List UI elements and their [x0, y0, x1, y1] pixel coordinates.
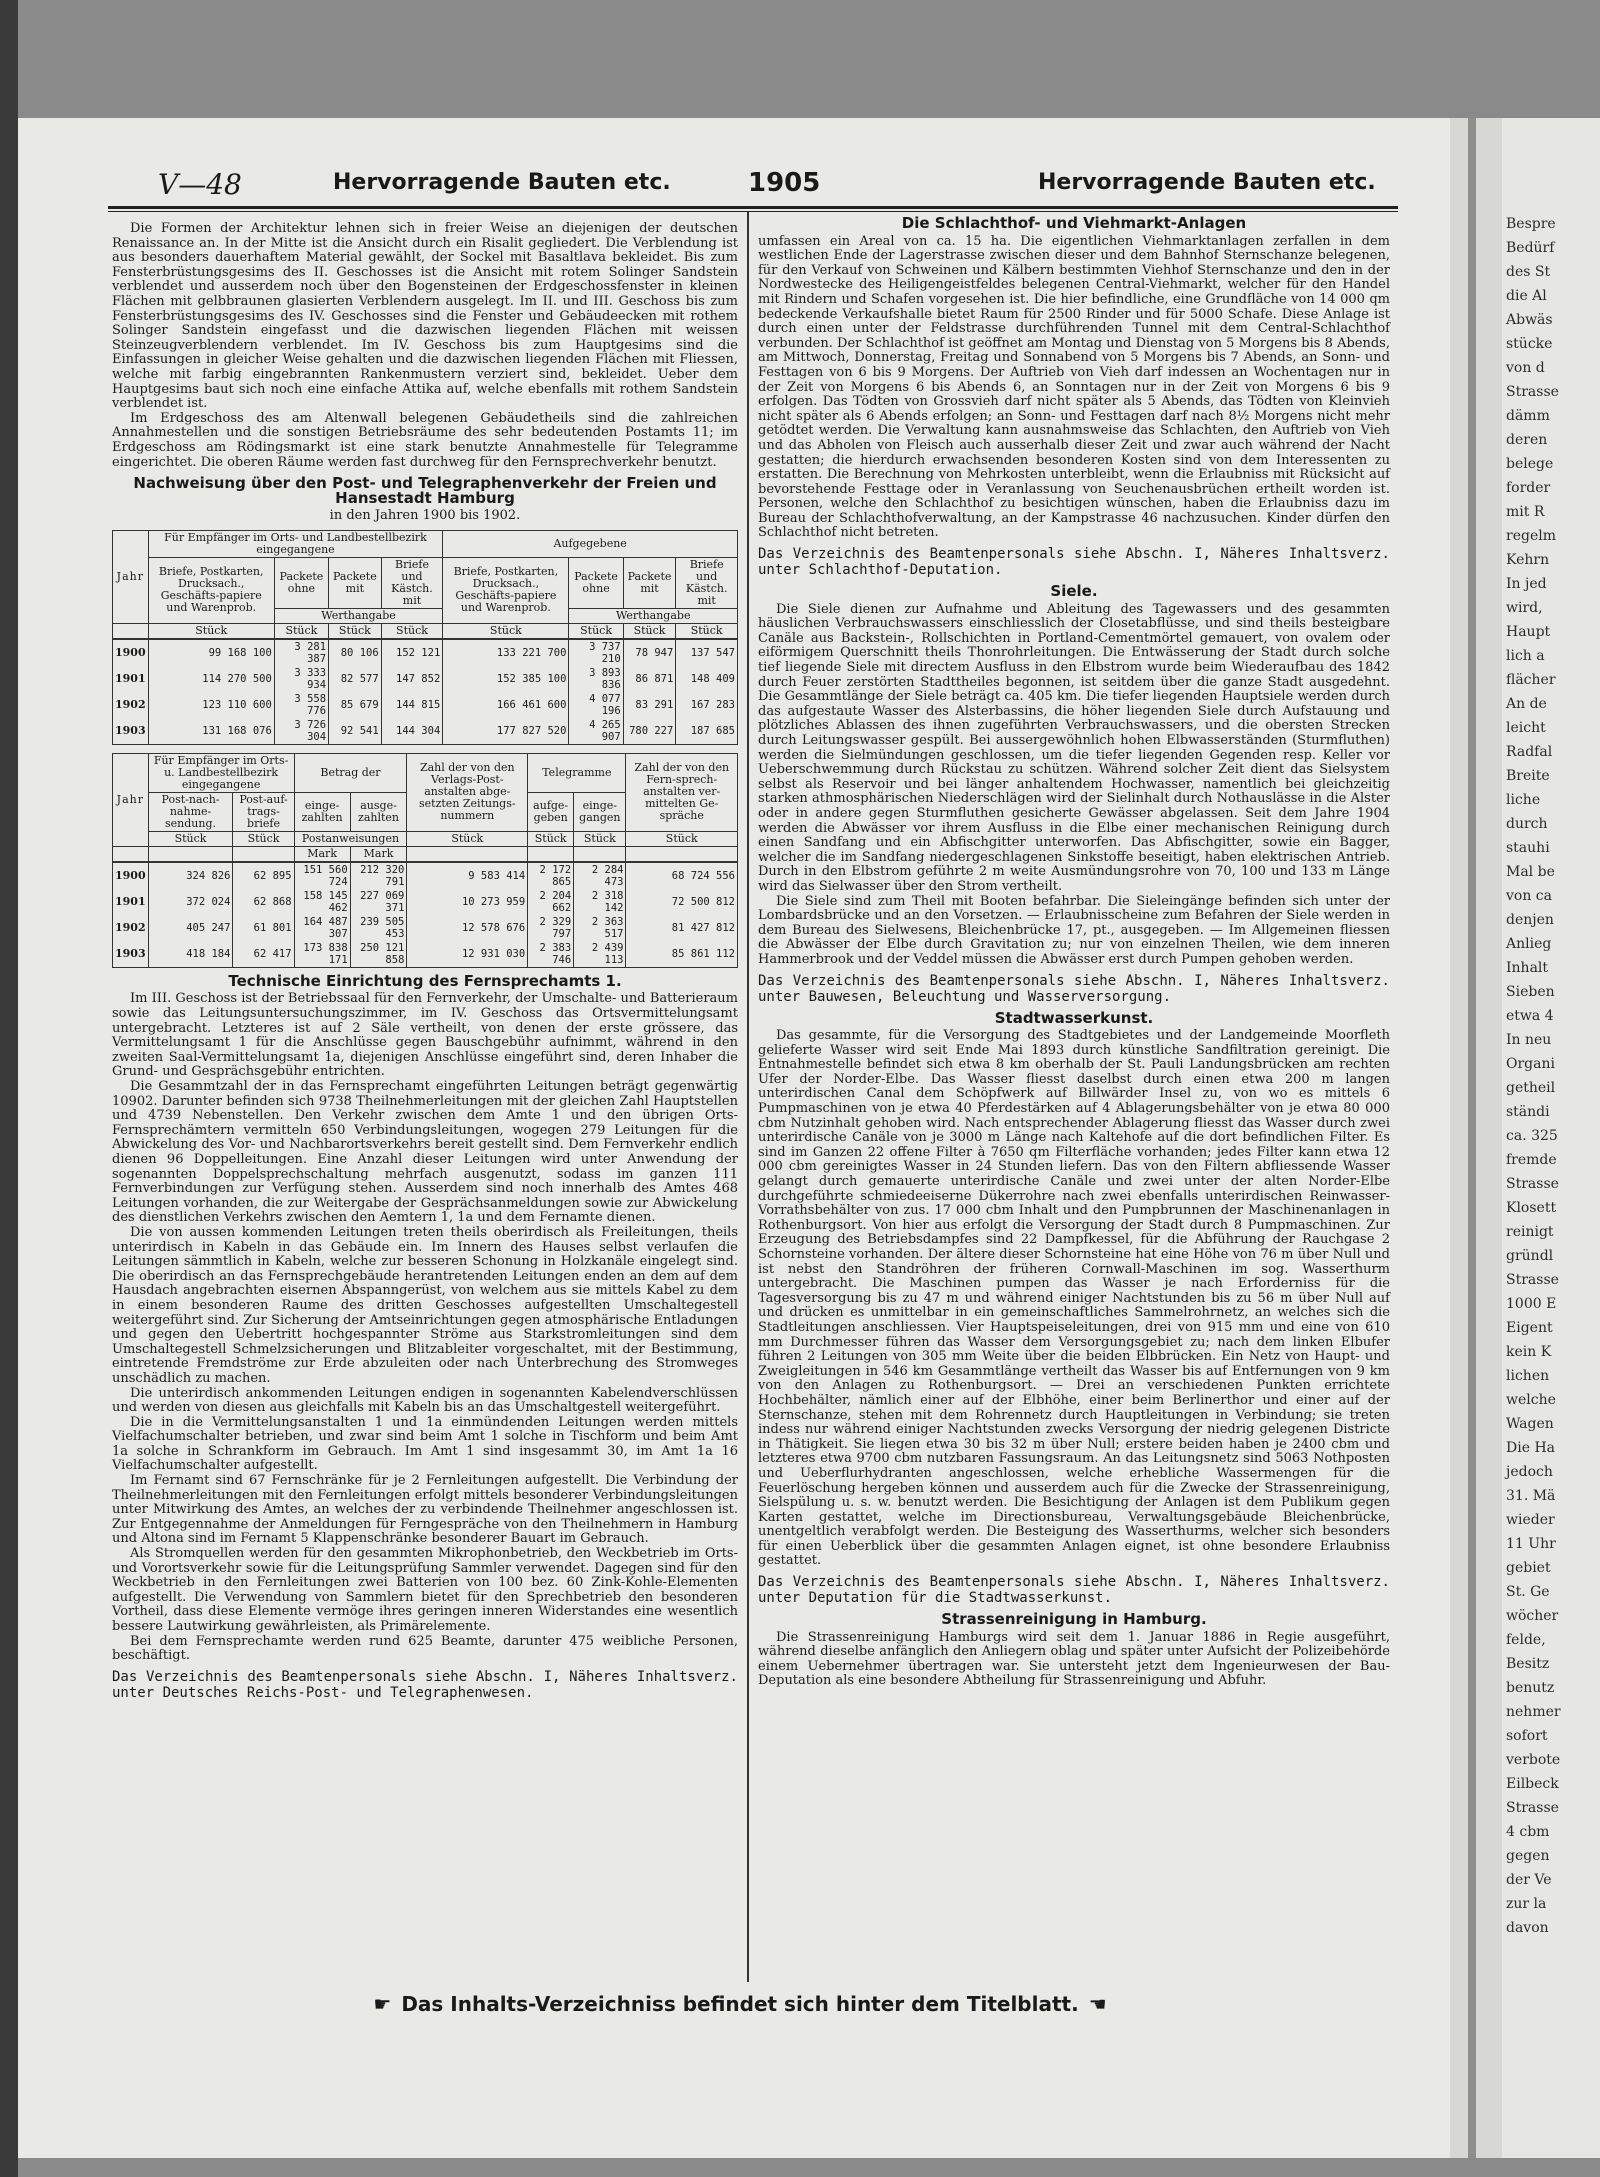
adjacent-page-fragment: etwa 4 [1506, 1008, 1554, 1024]
adjacent-page-fragment: belege [1506, 456, 1554, 472]
adjacent-page-fragment: lich a [1506, 648, 1545, 664]
value-cell: 418 184 [148, 941, 233, 968]
value-cell: 372 024 [148, 889, 233, 915]
unit-cell: Stück [569, 623, 623, 639]
unit-cell: Stück [148, 623, 274, 639]
footer-text: Das Inhalts-Verzeichniss befindet sich hinter dem Titelblatt. [401, 1992, 1079, 2016]
table-row [113, 862, 738, 889]
table-row [113, 692, 738, 718]
table-header-cell: aufge-geben [528, 792, 574, 831]
value-cell: 2 284 473 [574, 862, 626, 889]
value-cell: 92 541 [329, 718, 382, 745]
unit-cell: Stück [381, 623, 443, 639]
value-cell: 86 871 [623, 666, 676, 692]
adjacent-page-fragment: zur la [1506, 1896, 1547, 1912]
adjacent-page-fragment: Organi [1506, 1056, 1555, 1072]
adjacent-page-fragment: Haupt [1506, 624, 1551, 640]
year-cell: 1902 [113, 915, 149, 941]
table-header-cell [626, 846, 738, 862]
reference-note: Das Verzeichnis des Beamtenpersonals siehe Abschn. I, Näheres Inhaltsverz. unter Schlachthof-Deputation. [758, 546, 1390, 579]
paragraph: Die Strassenreinigung Hamburgs wird seit dem 1. Januar 1886 in Regie ausgeführt, während dieselbe anfänglich den Anliegern oblag und später unter Aufsicht der Polizeibehörde einem Uebernehmer übertragen war. Sie untersteht jetzt dem Ingenieurwesen der Bau-Deputation als eine besondere Abtheilung für Strassenreinigung und Abfuhr. [758, 1629, 1390, 1689]
table-header-cell: Packete ohne [274, 557, 328, 608]
adjacent-page-fragment: davon [1506, 1920, 1549, 1936]
header-title-left: Hervorragende Bauten etc. [333, 170, 671, 195]
reference-note: Das Verzeichnis des Beamtenpersonals siehe Abschn. I, Näheres Inhaltsverz. unter Deputation für die Stadtwasserkunst. [758, 1574, 1390, 1607]
adjacent-page-fragment: 31. Mä [1506, 1488, 1556, 1504]
adjacent-page-fragment: regelm [1506, 528, 1556, 544]
value-cell: 2 318 142 [574, 889, 626, 915]
paragraph: Als Stromquellen werden für den gesammten Mikrophonbetrieb, den Weckbetrieb im Orts- und Vorortsverkehr sowie für die Leitungsprüfung Sammler verwendet. Dagegen sind für den Weckbetrieb in den Fernleitungen zwei Batterien von 100 bez. 60 Zink-Kohle-Elementen aufgestellt. Die Verwendung von Sammlern bietet für den Sprechbetrieb den besonderen Vortheil, dass diese Elemente vermöge ihres geringen inneren Widerstandes eine wesentlich bessere Lautwirkung gewährleisten, als Primärelemente. [112, 1546, 738, 1634]
section-heading: Die Schlachthof- und Viehmarkt-Anlagen [901, 214, 1247, 232]
adjacent-page-fragment: Bedürf [1506, 240, 1555, 256]
adjacent-page-fragment: von d [1506, 360, 1545, 376]
value-cell: 9 583 414 [407, 862, 528, 889]
adjacent-page-fragment: Bespre [1506, 216, 1556, 232]
value-cell: 177 827 520 [443, 718, 569, 745]
year-cell: 1902 [113, 692, 149, 718]
table-header-cell [148, 846, 233, 862]
value-cell: 2 204 662 [528, 889, 574, 915]
value-cell: 3 893 836 [569, 666, 623, 692]
unit-cell: Stück [676, 623, 738, 639]
table-header-cell: Jahr [113, 530, 149, 623]
value-cell: 4 265 907 [569, 718, 623, 745]
value-cell: 158 145 462 [294, 889, 350, 915]
telegraph-statistics-table [112, 753, 738, 968]
value-cell: 85 861 112 [626, 941, 738, 968]
adjacent-page-fragment: Wagen [1506, 1416, 1554, 1432]
value-cell: 133 221 700 [443, 639, 569, 666]
value-cell: 12 931 030 [407, 941, 528, 968]
adjacent-page-fragment: Anlieg [1506, 936, 1552, 952]
value-cell: 80 106 [329, 639, 382, 666]
table-header-cell: Packete mit [623, 557, 676, 608]
adjacent-page-fragment: Inhalt [1506, 960, 1549, 976]
right-column [758, 214, 1390, 1689]
adjacent-page-fragment: lichen [1506, 1368, 1550, 1384]
adjacent-page-fragment: Breite [1506, 768, 1550, 784]
adjacent-page-fragment: 1000 E [1506, 1296, 1557, 1312]
value-cell: 3 558 776 [274, 692, 328, 718]
table-header-cell [350, 792, 407, 831]
pointing-hand-icon: ☛ [373, 1992, 392, 2016]
post-statistics-table [112, 530, 738, 745]
left-margin [0, 0, 18, 2177]
adjacent-page-fragment: Strasse [1506, 1176, 1559, 1192]
value-cell: 10 273 959 [407, 889, 528, 915]
page-header [108, 168, 1398, 208]
table-header-cell: Briefe und Kästch. mit [381, 557, 443, 608]
table-header-cell [113, 623, 149, 639]
value-cell: 250 121 858 [350, 941, 407, 968]
value-cell: 405 247 [148, 915, 233, 941]
table-header-cell: Packete ohne [569, 557, 623, 608]
unit-cell: Stück [148, 831, 233, 846]
table-row [113, 639, 738, 666]
value-cell: 212 320 791 [350, 862, 407, 889]
paragraph: Im III. Geschoss ist der Betriebssaal für den Fernverkehr, der Umschalte- und Batterieraum sowie das Leitungsuntersuchungszimmer, im IV. Geschoss das Ortsvermittelungsamt untergebracht. Letzteres ist auf 2 Säle vertheilt, von denen der erste grössere, das Vermittelungsamt 1 für die Anschlüsse gegen Bauschgebühr aufnimmt, während in den zweiten Saal-Vermittelungsamt 1a, diejenigen Anschlüsse eingeführt sind, deren Inhaber die Grund- und Gesprächsgebühr entrichten. [112, 991, 738, 1080]
value-cell: 147 852 [381, 666, 443, 692]
value-cell: 167 283 [676, 692, 738, 718]
value-cell: 137 547 [676, 639, 738, 666]
value-cell: 2 383 746 [528, 941, 574, 968]
table-row [113, 718, 738, 745]
value-cell: 62 868 [233, 889, 294, 915]
adjacent-page-fragment: felde, [1506, 1632, 1546, 1648]
value-cell: 85 679 [329, 692, 382, 718]
value-cell: 61 801 [233, 915, 294, 941]
paragraph: Die von aussen kommenden Leitungen treten theils oberirdisch als Freileitungen, theils unterirdisch in Kabeln in das Gebäude ein. Im Innern des Hauses selbst verlaufen die Leitungen sämmtlich in Kabeln, welche zur besseren Schonung in Holzkanäle eingelegt sind. Die oberirdisch an das Fernsprechgebäude herantretenden Leitungen enden an dem auf dem Hausdach angebrachten eisernen Abspanngerüst, von welchem aus sie mittels Kabel zu dem in einem besonderen Raume des dritten Geschosses aufgestellten Umschaltegestell weitergeführt sind. Zur Sicherung der Amtseinrichtungen gegen atmosphärische Entladungen und gegen den Uebertritt hochgespannter Ströme aus Starkstromleitungen sind dem Umschaltegestell Schmelzsicherungen und Blitzableiter vorgeschaltet, mit der Bestimmung, eintretende Fremdströme zur Erde abzuleiten oder nach Unterbrechung des Stromweges unschädlich zu machen. [112, 1224, 738, 1386]
table-row [113, 941, 738, 968]
value-cell: 144 304 [381, 718, 443, 745]
value-cell: 187 685 [676, 718, 738, 745]
value-cell: 144 815 [381, 692, 443, 718]
section-heading: Technische Einrichtung des Fernsprechamts 1. [228, 971, 622, 990]
value-cell: 3 281 387 [274, 639, 328, 666]
year-cell: 1901 [113, 889, 149, 915]
table-header-cell: Briefe und Kästch. mit [676, 557, 738, 608]
adjacent-page-fragment: jedoch [1506, 1464, 1553, 1480]
unit-cell: Stück [574, 831, 626, 846]
section-heading: Strassenreinigung in Hamburg. [941, 1610, 1207, 1629]
adjacent-page-fragment: mit R [1506, 504, 1545, 520]
paragraph: Die Formen der Architektur lehnen sich in freier Weise an diejenigen der deutschen Renaissance an. In der Mitte ist die Ansicht durch ein Risalit gegliedert. Die Verblendung ist aus besonders dauerhaftem Material gewählt, der Sockel mit Basaltlava bekleidet. Bis zum Fensterbrüstungsgesims des II. Geschosses ist die Ansicht mit rotem Solinger Sandstein verblendet und ausserdem noch über den Bogensteinen der Erdgeschossfenster in kleinen Flächen mit gelbbraunen glasierten Verblendern ausgelegt. Im II. und III. Geschoss bis zum Fensterbrüstungsgesims des IV. Geschosses sind die Fenster und Gebäudeecken mit rothem Solinger Sandstein eingefasst und die dazwischen liegenden Flächen mit weissen Steinzeugverblendern verblendet. Im IV. Geschoss bis zum Hauptgesims sind die Einfassungen in gleicher Weise gehalten und die dazwischen liegenden Flächen mit Fliessen, welche mit farbig eingebrannten Rankenmustern verziert sind, bekleidet. Ueber dem Hauptgesims baut sich noch eine einfache Attika auf, welche ebenfalls mit rothem Sandstein verblendet ist. [112, 221, 738, 412]
section-heading: Siele. [1050, 582, 1098, 601]
table-header-cell: Briefe, Postkarten, Drucksach., Geschäfts-papiere und Warenprob. [443, 557, 569, 623]
adjacent-page-fragment: leicht [1506, 720, 1546, 736]
paragraph: Die unterirdisch ankommenden Leitungen endigen in sogenannten Kabelendverschlüssen und werden von diesen aus gleichfalls mit Kabeln bis an das Umschaltgestell weitergeführt. [112, 1385, 738, 1416]
adjacent-page-fragment: wird, [1506, 600, 1543, 616]
table-header-cell [528, 846, 574, 862]
adjacent-page-fragment: nehmer [1506, 1704, 1561, 1720]
table-header-cell [113, 846, 149, 862]
year-cell: 1903 [113, 718, 149, 745]
adjacent-page-fragment: St. Ge [1506, 1584, 1550, 1600]
table-header-cell: Packete mit [329, 557, 382, 608]
adjacent-page-fragment: kein K [1506, 1344, 1552, 1360]
adjacent-page-fragment: Mal be [1506, 864, 1555, 880]
adjacent-page-fragment: getheil [1506, 1080, 1556, 1096]
table-header-cell: Briefe, Postkarten, Drucksach., Geschäfts-papiere und Warenprob. [148, 557, 274, 623]
value-cell: 81 427 812 [626, 915, 738, 941]
section-heading: Nachweisung über den Post- und Telegraphenverkehr der Freien und Hansestadt Hamburg [133, 474, 717, 507]
unit-cell: Stück [626, 831, 738, 846]
value-cell: 239 505 453 [350, 915, 407, 941]
value-cell: 152 121 [381, 639, 443, 666]
value-cell: 83 291 [623, 692, 676, 718]
unit-cell: Stück [528, 831, 574, 846]
adjacent-page-fragment: ca. 325 [1506, 1128, 1558, 1144]
adjacent-page-fragment: des St [1506, 264, 1551, 280]
paragraph: Die Siele dienen zur Aufnahme und Ableitung des Tagewassers und des gesammten häuslichen Verbrauchswassers einschliesslich der Closetabflüsse, und sind theils besteigbare Canäle aus Backstein-, Rollschichten in Portland-Cementmörtel gemauert, von ovalem oder eiförmigem Querschnitt theils Thonrohrleitungen. Die Entwässerung der Stadt durch solche tief liegende Siele mit directem Ausfluss in den Elbstrom wurde beim Wiederaufbau des 1842 durch Feuer zerstörten Stadttheiles begonnen, ist seitdem über die ganze Stadt ausgedehnt. Die Gesammtlänge der Siele beträgt ca. 405 km. Die tiefer liegenden Hauptsiele werden durch das aufgestaute Wasser des Alsterbassins, die höher liegenden Siele durch Aufstauung und plötzliches Ablassen des ihnen zugeführten Verbrauchswassers, und die obersten Strecken durch Leitungswasser gespült. Bei aussergewöhnlich hohen Elbwasserständen (Sturmfluthen) werden die Sielmündungen geschlossen, um die tiefer liegenden Gegenden resp. Keller vor Ueberschwemmung durch Rückstau zu schützen. Während solcher Zeit dient das Sielsystem selbst als Reservoir und bei länger anhaltendem Hochwasser, namentlich bei gleichzeitig starken athmosphärischen Niederschlägen wird der Sielinhalt durch Nothauslässe in die Alster oder in andere gegen Sturmfluthen gesicherte Gewässer abgelassen. Seit dem Jahre 1904 werden die Abwässer vor ihrem Ausfluss in die Elbe einer mechanischen Reinigung durch einen Sandfang und ein Abfischgitter unterworfen. Das Abfischgitter, sowie ein Bagger, welcher die im Sandfang niedergeschlagenen Sinkstoffe beseitigt, haben elektrischen Antrieb. Durch in den Elbstrom geführte 2 m weite Ausmündungsrohre von 70, 100 und 133 m Länge wird das Sielwasser über den Strom vertheilt. [758, 601, 1390, 894]
unit-cell: Stück [407, 831, 528, 846]
value-cell: 123 110 600 [148, 692, 274, 718]
gutter-fold [1468, 118, 1476, 2158]
value-cell: 780 227 [623, 718, 676, 745]
year-cell: 1901 [113, 666, 149, 692]
value-cell: 4 077 196 [569, 692, 623, 718]
value-cell: 151 560 724 [294, 862, 350, 889]
value-cell: 78 947 [623, 639, 676, 666]
unit-cell: Stück [443, 623, 569, 639]
adjacent-page-fragment: gebiet [1506, 1560, 1551, 1576]
table-header-cell: Für Empfänger im Orts- und Landbestellbezirk eingegangene [148, 530, 443, 557]
column-separator [747, 212, 749, 1982]
adjacent-page-fragment: stauhi [1506, 840, 1550, 856]
section-heading: Stadtwasserkunst. [994, 1008, 1154, 1027]
value-cell: 227 069 371 [350, 889, 407, 915]
adjacent-page-fragment: An de [1506, 696, 1547, 712]
value-cell: 2 172 865 [528, 862, 574, 889]
adjacent-page-fragment: sofort [1506, 1728, 1548, 1744]
unit-cell: Stück [623, 623, 676, 639]
adjacent-page-fragment: Sieben [1506, 984, 1555, 1000]
adjacent-page [1502, 118, 1600, 2158]
adjacent-page-fragment: Radfal [1506, 744, 1553, 760]
adjacent-page-fragment: denjen [1506, 912, 1554, 928]
unit-cell: Mark [350, 846, 407, 862]
table-header-cell: Werthangabe [569, 608, 738, 623]
value-cell: 3 333 934 [274, 666, 328, 692]
table-row [113, 666, 738, 692]
paragraph: Im Erdgeschoss des am Altenwall belegenen Gebäudetheils sind die zahlreichen Annahmestellen und die sonstigen Betriebsräume des sehr bedeutenden Postamts 11; im Erdgeschoss am Rödingsmarkt ist eine stark benutzte Annahmestelle für Telegramme eingerichtet. Die oberen Räume werden fast durchweg für den Fernsprechverkehr benutzt. [112, 410, 738, 470]
value-cell: 148 409 [676, 666, 738, 692]
unit-cell: Stück [329, 623, 382, 639]
unit-cell: Mark [294, 846, 350, 862]
value-cell: 72 500 812 [626, 889, 738, 915]
table-header-cell: Für Empfänger im Orts- u. Landbestellbezirk eingegangene [148, 753, 294, 792]
adjacent-page-fragment: Abwäs [1506, 312, 1553, 328]
value-cell: 152 385 100 [443, 666, 569, 692]
adjacent-page-fragment: Strasse [1506, 384, 1559, 400]
adjacent-page-fragment: der Ve [1506, 1872, 1552, 1888]
table-header-cell: Post-nach-nahme-sendung. [148, 792, 233, 831]
adjacent-page-fragment: 11 Uhr [1506, 1536, 1556, 1552]
page-number: V—48 [158, 168, 242, 201]
pointing-hand-icon: ☚ [1088, 1992, 1107, 2016]
table-header-cell: Post-auf-trags-briefe [233, 792, 294, 831]
value-cell: 3 737 210 [569, 639, 623, 666]
adjacent-page-fragment: flächer [1506, 672, 1556, 688]
adjacent-page-fragment: verbote [1506, 1752, 1561, 1768]
adjacent-page-fragment: durch [1506, 816, 1548, 832]
header-text: ausge-zahlten [358, 798, 400, 824]
value-cell: 62 417 [233, 941, 294, 968]
unit-cell: Stück [274, 623, 328, 639]
reference-note: Das Verzeichnis des Beamtenpersonals siehe Abschn. I, Näheres Inhaltsverz. unter Deutsches Reichs-Post- und Telegraphenwesen. [112, 1668, 738, 1701]
adjacent-page-fragment: Die Ha [1506, 1440, 1555, 1456]
adjacent-page-fragment: In jed [1506, 576, 1547, 592]
header-rule [108, 206, 1398, 209]
paragraph: umfassen ein Areal von ca. 15 ha. Die eigentlichen Viehmarktanlagen zerfallen in dem westlichen Ende der Lagerstrasse zwischen dieser und dem Bahnhof Sternschanze belegenen, für den Verkauf von Schweinen und Kälbern bestimmten Viehhof Sternschanze und den in der Nordwestecke des Heiligengeistfeldes belegenen Central-Viehmarkt, welcher für den Handel mit Rindern und Schafen vorgesehen ist. Die hier befindliche, eine Grundfläche von 14 000 qm bedeckende Verkaufshalle bietet Raum für 2500 Rinder und für 5000 Schafe. Diese Anlage ist durch einen unter der Feldstrasse durchführenden Tunnel mit dem Central-Schlachthof verbunden. Der Schlachthof ist geöffnet am Montag und Dienstag von 5 Morgens bis 8 Abends, am Mittwoch, Donnerstag, Freitag und Sonnabend von 5 Morgens bis 7 Abends, an Sonn- und Festtagen von 6 bis 9 Morgens. Der Auftrieb von Vieh darf indessen an Wochentagen nur in der Zeit von Morgens 6 bis Abends 6, an Sonntagen nur in der Zeit von Morgens 6 bis 9 erfolgen. Das Tödten von Grossvieh darf nicht später als 5 Abends, das Tödten von Kleinvieh nicht später als 6 Abends erfolgen; an Sonn- und Festtagen darf nach 8½ Morgens nicht mehr getödtet werden. Die Verwaltung kann ausnahmsweise das Schlachten, den Auftrieb von Vieh und das Abholen von Fleisch auch ausserhalb dieser Zeit und zwar auch während der Nacht gestatten; die hierdurch erwachsenden besonderen Kosten sind von dem Interessenten zu erstatten. Die Berechnung von Mehrkosten unterbleibt, wenn die Erlaubniss mit Rücksicht auf bevorstehende Festtage oder in Veranlassung von Seuchenausbrüchen ertheilt worden ist. Personen, welche den Schlachthof zu besichtigen wünschen, haben die Erlaubniss dazu im Bureau der Schlachthofverwaltung, an der Kampstrasse 46 nachzusuchen. Kinder dürfen den Schlachthof nicht betreten. [758, 233, 1390, 541]
table-header-cell [407, 846, 528, 862]
value-cell: 166 461 600 [443, 692, 569, 718]
header-rule-thin [108, 211, 1398, 212]
left-column [112, 222, 738, 1706]
value-cell: 68 724 556 [626, 862, 738, 889]
adjacent-page-fragment: wöcher [1506, 1608, 1559, 1624]
adjacent-page-fragment: von ca [1506, 888, 1552, 904]
adjacent-page-fragment: Eigent [1506, 1320, 1553, 1336]
adjacent-page-fragment: Klosett [1506, 1200, 1557, 1216]
value-cell: 2 329 797 [528, 915, 574, 941]
value-cell: 3 726 304 [274, 718, 328, 745]
page-gutter [1450, 118, 1502, 2158]
adjacent-page-fragment: fremde [1506, 1152, 1557, 1168]
paragraph: Bei dem Fernsprechamte werden rund 625 Beamte, darunter 475 weibliche Personen, beschäftigt. [112, 1633, 738, 1664]
footer-note [290, 1992, 1190, 2016]
adjacent-page-fragment: gegen [1506, 1848, 1550, 1864]
year-cell: 1900 [113, 639, 149, 666]
paragraph: Im Fernamt sind 67 Fernschränke für je 2 Fernleitungen aufgestellt. Die Verbindung der Theilnehmerleitungen mit den Fernleitungen erfolgt mittels besonderer Verbindungsleitungen unter Mitwirkung des Amtes, an welches der zu verbindende Theilnehmer angeschlossen ist. Zur Entgegennahme der Anmeldungen für Ferngespräche von den Theilnehmern in Hamburg und Altona sind im Fernamt 5 Klappenschränke besonderer Bauart im Gebrauch. [112, 1473, 738, 1547]
adjacent-page-fragment: Kehrn [1506, 552, 1550, 568]
table-header-cell [574, 846, 626, 862]
table-header-cell: Zahl der von den Verlags-Post-anstalten abge-setzten Zeitungs-nummern [407, 753, 528, 831]
adjacent-page-fragment: Strasse [1506, 1272, 1559, 1288]
paragraph: Die Siele sind zum Theil mit Booten befahrbar. Die Sieleingänge befinden sich unter der Lombardsbrücke und an den Vorsetzen. — Erlaubnisscheine zum Befahren der Siele werden in dem Bureau des Sielwesens, Bleichenbrücke 17, pt., ausgegeben. — Im Allgemeinen fliessen die Abwässer der Elbe durch Gravitation zu; nur von einzelnen Theilen, wie dem inneren Hammerbrook und der Veddel müssen die Abwässer erst durch Pumpen gehoben werden. [758, 893, 1390, 967]
table-header-cell: Betrag der [294, 753, 407, 792]
table-row [113, 889, 738, 915]
adjacent-page-fragment: Eilbeck [1506, 1776, 1559, 1792]
adjacent-page-fragment: Strasse [1506, 1800, 1559, 1816]
paragraph: Die Gesammtzahl der in das Fernsprechamt eingeführten Leitungen beträgt gegenwärtig 10902. Darunter befinden sich 9738 Theilnehmerleitungen mit der gleichen Zahl Hauptstellen und 4739 Nebenstellen. Den Verkehr zwischen dem Amte 1 und den übrigen Orts-Fernsprechämtern vermitteln 650 Verbindungsleitungen, wogegen 279 Leitungen für die Abwickelung des Vor- und Nachbarortsverkehrs bereit gestellt sind. Dem Fernverkehr endlich dienen 96 Doppelleitungen. Eine Anzahl dieser Leitungen wird unter Anwendung der sogenannten Doppelsprechschaltung mehrfach ausgenutzt, sodass im ganzen 111 Fernverbindungen zur Verfügung stehen. Ausserdem sind noch innerhalb des Amtes 468 Leitungen vorhanden, die zur Weitergabe der Gesprächsanmeldungen sowie zur Abwickelung des dienstlichen Verkehrs zwischen den Aemtern 1, 1a und dem Fernamte dienen. [112, 1079, 738, 1226]
adjacent-page-fragment: liche [1506, 792, 1541, 808]
adjacent-page-fragment: Besitz [1506, 1656, 1550, 1672]
paragraph: Das gesammte, für die Versorgung des Stadtgebietes und der Landgemeinde Moorfleth gelieferte Wasser wird seit Ende Mai 1893 durch künstliche Sandfiltration gereinigt. Die Entnahmestelle befindet sich etwa 8 km oberhalb der St. Pauli Landungsbrücken am rechten Ufer der Norder-Elbe. Das Wasser fliesst daselbst durch einen etwa 200 m langen unterirdischen Canal dem Schöpfwerk auf Billwärder Insel zu, von wo es mittels 6 Pumpmaschinen von je etwa 40 Pferdestärken auf 4 Ablagerungsbehälter von je etwa 80 000 cbm Nutzinhalt gehoben wird. Nach entsprechender Ablagerung fliesst das Wasser durch zwei unterirdische Canäle von je 3000 m Länge nach Kaltehofe auf die dort befindlichen Filter. Es sind im Ganzen 22 offene Filter à 7650 qm Filterfläche vorhanden; jedes Filter kann etwa 12 000 cbm gereinigtes Wasser in 24 Stunden liefern. Das von den Filtern abfliessende Wasser gelangt durch gemauerte unterirdische Canäle und zwei unter der alten Norder-Elbe durchgeführte schmiedeeiserne Dükerrohre nach zwei ebenfalls unterirdischen Reinwasser-Vorrathsbehälter von zus. 17 000 cbm Inhalt und den Pumpbrunnen der Maschinenanlagen in Rothenburgsort. Von hier aus erfolgt die Versorgung der Stadt durch 8 Pumpmaschinen. Zur Erzeugung des Betriebsdampfes sind 22 Dampfkessel, für die Abführung der Rauchgase 2 Schornsteine vorhanden. Der ältere dieser Schornsteine hat eine Höhe von 76 m über Null und ist nebst den Standröhren der früheren Cornwall-Maschinen im sog. Wasserthurm untergebracht. Die Maschinen pumpen das Wasser je nach Erforderniss für die Tagesversorgung bis zu 47 m und während einiger Nachtstunden bis zu 56 m über Null auf und drücken es unmittelbar in ein gemeinschaftliches Sammelrohrnetz, an welches sich die Stadtleitungen anschliessen. Vier Hauptspeiseleitungen, drei von 915 mm und eine von 610 mm Durchmesser führen das Wasser dem Versorgungsgebiet zu; nach dem linken Elbufer führen 2 Leitungen von 305 mm Weite über die beiden Elbbrücken. Ein Netz von Haupt- und Zweigleitungen in 546 km Gesammtlänge vertheilt das Wasser bis auf Entfernungen von 9 km von den Anlagen zu Rothenburgsort. — Drei an verschiedenen Punkten errichtete Hochbehälter, nämlich einer auf der Elbhöhe, einer beim Berlinerthor und einer auf der Sternschanze, stehen mit dem Rohrennetz durch Hauptleitungen in Verbindung; sie treten indess nur während einiger Nachtstunden zwecks Versorgung der niedrig gelegenen Districte in Thätigkeit. Sie liegen etwa 30 bis 32 m über Null; erstere beiden haben je 2400 cbm und letzteres etwa 9700 cbm nutzbaren Fassungsraum. An das Leitungsnetz sind 5063 Nothposten und Ueberflurhydranten angeschlossen, welche erhebliche Wassermengen für die Feuerlöschung hergeben können und ausserdem auch für die Zwecke der Strassenreinigung, Sielspülung u. s. w. benutzt werden. Die Besichtigung der Anlagen ist dem Publikum gegen Karten gestattet, welche im Directionsbureau, Verwaltungsgebäude Bleichenbrücke, unentgeltlich verabfolgt werden. Die Besteigung des Wasserthurms, welcher sich besonders für einen Ueberblick über die gesammten Anlagen eignet, ist ohne besondere Erlaubniss gestattet. [758, 1028, 1390, 1569]
adjacent-page-fragment: wieder [1506, 1512, 1555, 1528]
value-cell: 164 487 307 [294, 915, 350, 941]
value-cell: 82 577 [329, 666, 382, 692]
year-cell: 1903 [113, 941, 149, 968]
value-cell: 62 895 [233, 862, 294, 889]
header-title-right: Hervorragende Bauten etc. [1038, 170, 1376, 195]
value-cell: 12 578 676 [407, 915, 528, 941]
adjacent-page-fragment: ständi [1506, 1104, 1550, 1120]
paragraph: Die in die Vermittelungsanstalten 1 und 1a einmündenden Leitungen werden mittels Vielfachumschalter betrieben, und zwar sind beim Amt 1 solche in Tischform und beim Amt 1a solche in Schrankform im Gebrauch. Im Amt 1 sind insgesammt 30, im Amt 1a 16 Vielfachumschalter aufgestellt. [112, 1414, 738, 1474]
value-cell: 2 363 517 [574, 915, 626, 941]
adjacent-page-fragment: In neu [1506, 1032, 1552, 1048]
value-cell: 131 168 076 [148, 718, 274, 745]
value-cell: 2 439 113 [574, 941, 626, 968]
table-header-cell: einge-gangen [574, 792, 626, 831]
table-header-cell: Jahr [113, 753, 149, 846]
adjacent-page-fragment: forder [1506, 480, 1551, 496]
adjacent-page-fragment: dämm [1506, 408, 1550, 424]
adjacent-page-fragment: die Al [1506, 288, 1547, 304]
adjacent-page-fragment: gründl [1506, 1248, 1554, 1264]
adjacent-page-fragment: reinigt [1506, 1224, 1554, 1240]
unit-cell: Stück [233, 831, 294, 846]
value-cell: 173 838 171 [294, 941, 350, 968]
table-row [113, 915, 738, 941]
section-subheading: in den Jahren 1900 bis 1902. [329, 508, 521, 524]
reference-note: Das Verzeichnis des Beamtenpersonals siehe Abschn. I, Näheres Inhaltsverz. unter Bauwesen, Beleuchtung und Wasserversorgung. [758, 972, 1390, 1005]
table-header-cell [233, 846, 294, 862]
year-cell: 1900 [113, 862, 149, 889]
header-text: einge-zahlten [301, 798, 343, 824]
value-cell: 324 826 [148, 862, 233, 889]
adjacent-page-fragment: benutz [1506, 1680, 1555, 1696]
table-header-cell [294, 792, 350, 831]
adjacent-page-fragment: stücke [1506, 336, 1553, 352]
table-header-cell: Aufgegebene [443, 530, 738, 557]
adjacent-page-fragment: welche [1506, 1392, 1556, 1408]
value-cell: 99 168 100 [148, 639, 274, 666]
adjacent-page-fragment: 4 cbm [1506, 1824, 1550, 1840]
table-header-cell: Werthangabe [274, 608, 442, 623]
table-header-cell: Postanweisungen [294, 831, 407, 846]
adjacent-page-fragment: deren [1506, 432, 1548, 448]
table-header-cell: Telegramme [528, 753, 626, 792]
header-year: 1905 [748, 168, 821, 198]
table-header-cell: Zahl der von den Fern-sprech-anstalten ver-mittelten Ge-spräche [626, 753, 738, 831]
value-cell: 114 270 500 [148, 666, 274, 692]
